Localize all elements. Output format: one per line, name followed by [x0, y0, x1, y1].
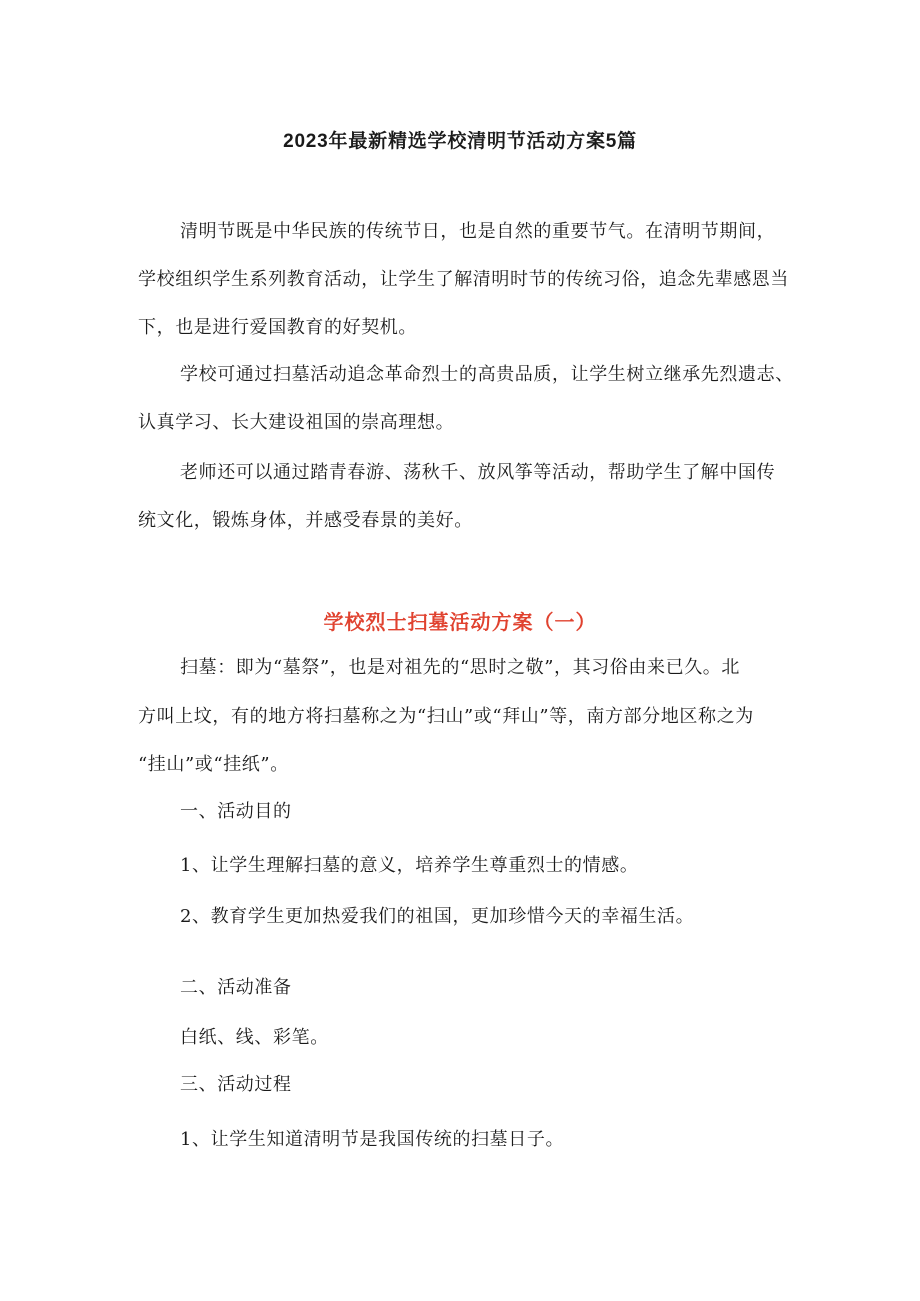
- section-line: 方叫上坟，有的地方将扫墓称之为“扫山”或“拜山”等，南方部分地区称之为: [138, 706, 754, 727]
- list-item: 1、让学生理解扫墓的意义，培养学生尊重烈士的情感。: [180, 855, 639, 876]
- section-line: “挂山”或“挂纸”。: [138, 754, 289, 775]
- intro-line: 老师还可以通过踏青春游、荡秋千、放风筝等活动，帮助学生了解中国传: [180, 462, 776, 483]
- list-item: 1、让学生知道清明节是我国传统的扫墓日子。: [180, 1129, 565, 1150]
- section-line: 扫墓：即为“墓祭”，也是对祖先的“思时之敬”，其习俗由来已久。北: [180, 657, 741, 678]
- intro-line: 统文化，锻炼身体，并感受春景的美好。: [138, 510, 473, 531]
- subheading-process: 三、活动过程: [180, 1074, 292, 1095]
- intro-line: 下，也是进行爱国教育的好契机。: [138, 317, 417, 338]
- intro-line: 学校可通过扫墓活动追念革命烈士的高贵品质，让学生树立继承先烈遗志、: [180, 364, 794, 385]
- intro-line: 学校组织学生系列教育活动，让学生了解清明时节的传统习俗，追念先辈感恩当: [138, 269, 789, 290]
- intro-line: 清明节既是中华民族的传统节日，也是自然的重要节气。在清明节期间，: [180, 221, 776, 242]
- document-title: 2023年最新精选学校清明节活动方案5篇: [283, 131, 637, 152]
- list-item: 2、教育学生更加热爱我们的祖国，更加珍惜今天的幸福生活。: [180, 906, 695, 927]
- intro-line: 认真学习、长大建设祖国的崇高理想。: [138, 412, 455, 433]
- subheading-preparation: 二、活动准备: [180, 977, 292, 998]
- section-line: 白纸、线、彩笔。: [180, 1027, 329, 1048]
- subheading-purpose: 一、活动目的: [180, 801, 292, 822]
- section-heading: 学校烈士扫墓活动方案（一）: [323, 610, 597, 634]
